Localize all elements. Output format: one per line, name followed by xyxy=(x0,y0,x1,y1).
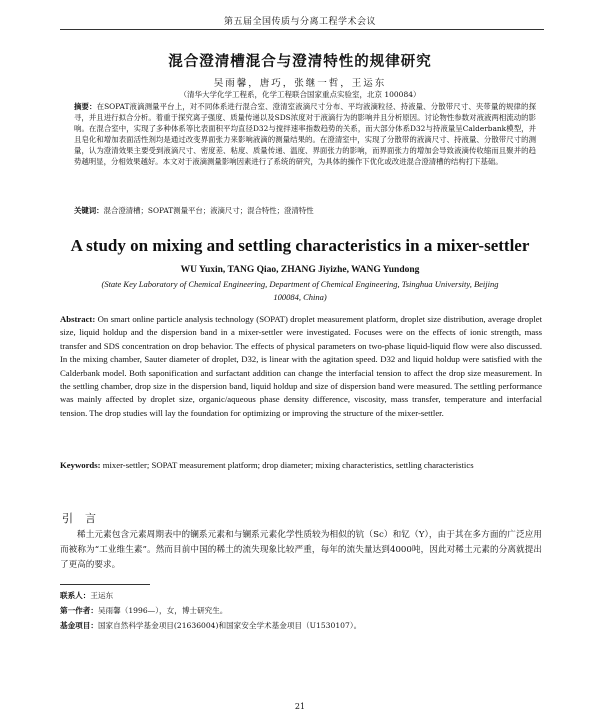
introduction-paragraph: 稀土元素包含元素周期表中的镧系元素和与镧系元素化学性质较为相似的钪（Sc）和钇（Y），由于其在多方面的广泛应用而被称为“工业维生素”。然而目前中国的稀土的流失现象比较严重，每年的流失量达到4000吨，因此对稀土元素的分离就提出了更高的要求。 xyxy=(60,530,542,570)
chinese-abstract xyxy=(74,102,536,167)
english-keywords xyxy=(60,459,542,472)
english-affiliation: (State Key Laboratory of Chemical Engineering, Department of Chemical Engineering, Tsinghua University, Beijing 100084, China) xyxy=(101,279,499,302)
running-header: 第五届全国传质与分离工程学术会议 xyxy=(223,17,376,27)
footnote-funding xyxy=(60,620,542,631)
footnote-funding-value: 国家自然科学基金项目(21636004)和国家安全学术基金项目（U1530107）。 xyxy=(97,621,362,630)
english-title: A study on mixing and settling characteristics in a mixer-settler xyxy=(70,236,530,255)
chinese-abstract-label: 摘要： xyxy=(74,102,97,111)
chinese-affiliation: （清华大学化学工程系，化学工程联合国家重点实验室，北京 100084） xyxy=(179,90,421,99)
chinese-authors: 吴雨馨，唐巧，张继一哲，王运东 xyxy=(213,78,387,89)
english-keywords-label: Keywords: xyxy=(60,460,101,470)
english-abstract-label: Abstract: xyxy=(60,314,96,324)
chinese-keywords-label: 关键词： xyxy=(74,206,104,215)
chinese-keywords-text: 混合澄清槽；SOPAT测量平台；液滴尺寸；混合特性；澄清特性 xyxy=(103,206,314,215)
footnote-funding-label: 基金项目： xyxy=(60,621,98,630)
footnote-contact xyxy=(60,590,542,601)
chinese-title: 混合澄清槽混合与澄清特性的规律研究 xyxy=(168,53,432,70)
page-number: 21 xyxy=(294,702,306,711)
footnote-first-author-value: 吴雨馨（1996—），女，博士研究生。 xyxy=(97,606,228,615)
footnote-contact-label: 联系人： xyxy=(60,591,91,600)
chinese-abstract-text: 在SOPAT液滴测量平台上，对不同体系进行混合室、澄清室液滴尺寸分布、平均液滴粒径、持液量、分散带尺寸、夹带量的规律的探寻，并且进行拟合分析。着重于探究离子强度、质量传递以及SDS浓度对于液滴行为的影响并且分析原因。讨论物性参数对液液两相流动的影响。在混合室中，实现了多种体系等比表面积平均直径D32与搅拌速率指数趋势的关系，而大部分体系D32与持液量呈Calderbank模型，并且皂化和增加表面活性剂均是通过改变界面张力来影响液滴的测量结果的。在澄清室中，实现了分散带的液滴尺寸、持液量、分散带尺寸的测量，认为澄清效果主要受到液滴尺寸、密度差、粘度、质量传递、温度、界面张力的影响，而界面张力的增加会导致液滴传收缩而且聚并的趋势越明显，分相效果越好。本文对于液滴测量影响因素进行了系统的研究，为具体的操作下优化或改进混合澄清槽的结构打下基础。 xyxy=(74,102,536,166)
english-abstract xyxy=(60,313,542,420)
english-keywords-text: mixer-settler; SOPAT measurement platform; drop diameter; mixing characteristics, settling characteristics xyxy=(102,460,474,470)
header-rule xyxy=(60,29,544,30)
english-authors: WU Yuxin, TANG Qiao, ZHANG Jiyizhe, WANG Yundong xyxy=(180,265,420,275)
footnote-rule xyxy=(60,584,150,585)
footnote-first-author-label: 第一作者： xyxy=(60,606,98,615)
introduction-heading: 引言 xyxy=(62,512,108,525)
english-abstract-text: On smart online particle analysis technology (SOPAT) droplet measurement platform, droplet size distribution, average droplet size, liquid holdup and the dispersion band in a mixer-settler were investigated. Focuses were on the effects of ionic strength, mass transfer and SDS concentration on drop behavior. The effects of physical parameters on two-phase liquid-liquid flow were also discussed. In the mixing chamber, Sauter diameter of droplet, D32, is linear with the agitation speed. D32 and liquid holdup were satisfied with the Calderbank model. Both saponification and surfactant addition can change the interfacial tension to affect the drop size measurement. In the settling chamber, drop size in the dispersion band, liquid holdup and size of dispersion band were measured. The settling performance was mainly affected by droplet size, organic/aqueous phase density difference, viscosity, mass transfer, temperature and interfacial tension. The drop studies will lay the foundation for optimizing or improving the structure of the mixer-settler. xyxy=(60,314,543,418)
chinese-keywords xyxy=(74,205,536,216)
footnote-first-author xyxy=(60,605,542,616)
footnote-contact-value: 王运东 xyxy=(90,591,114,600)
